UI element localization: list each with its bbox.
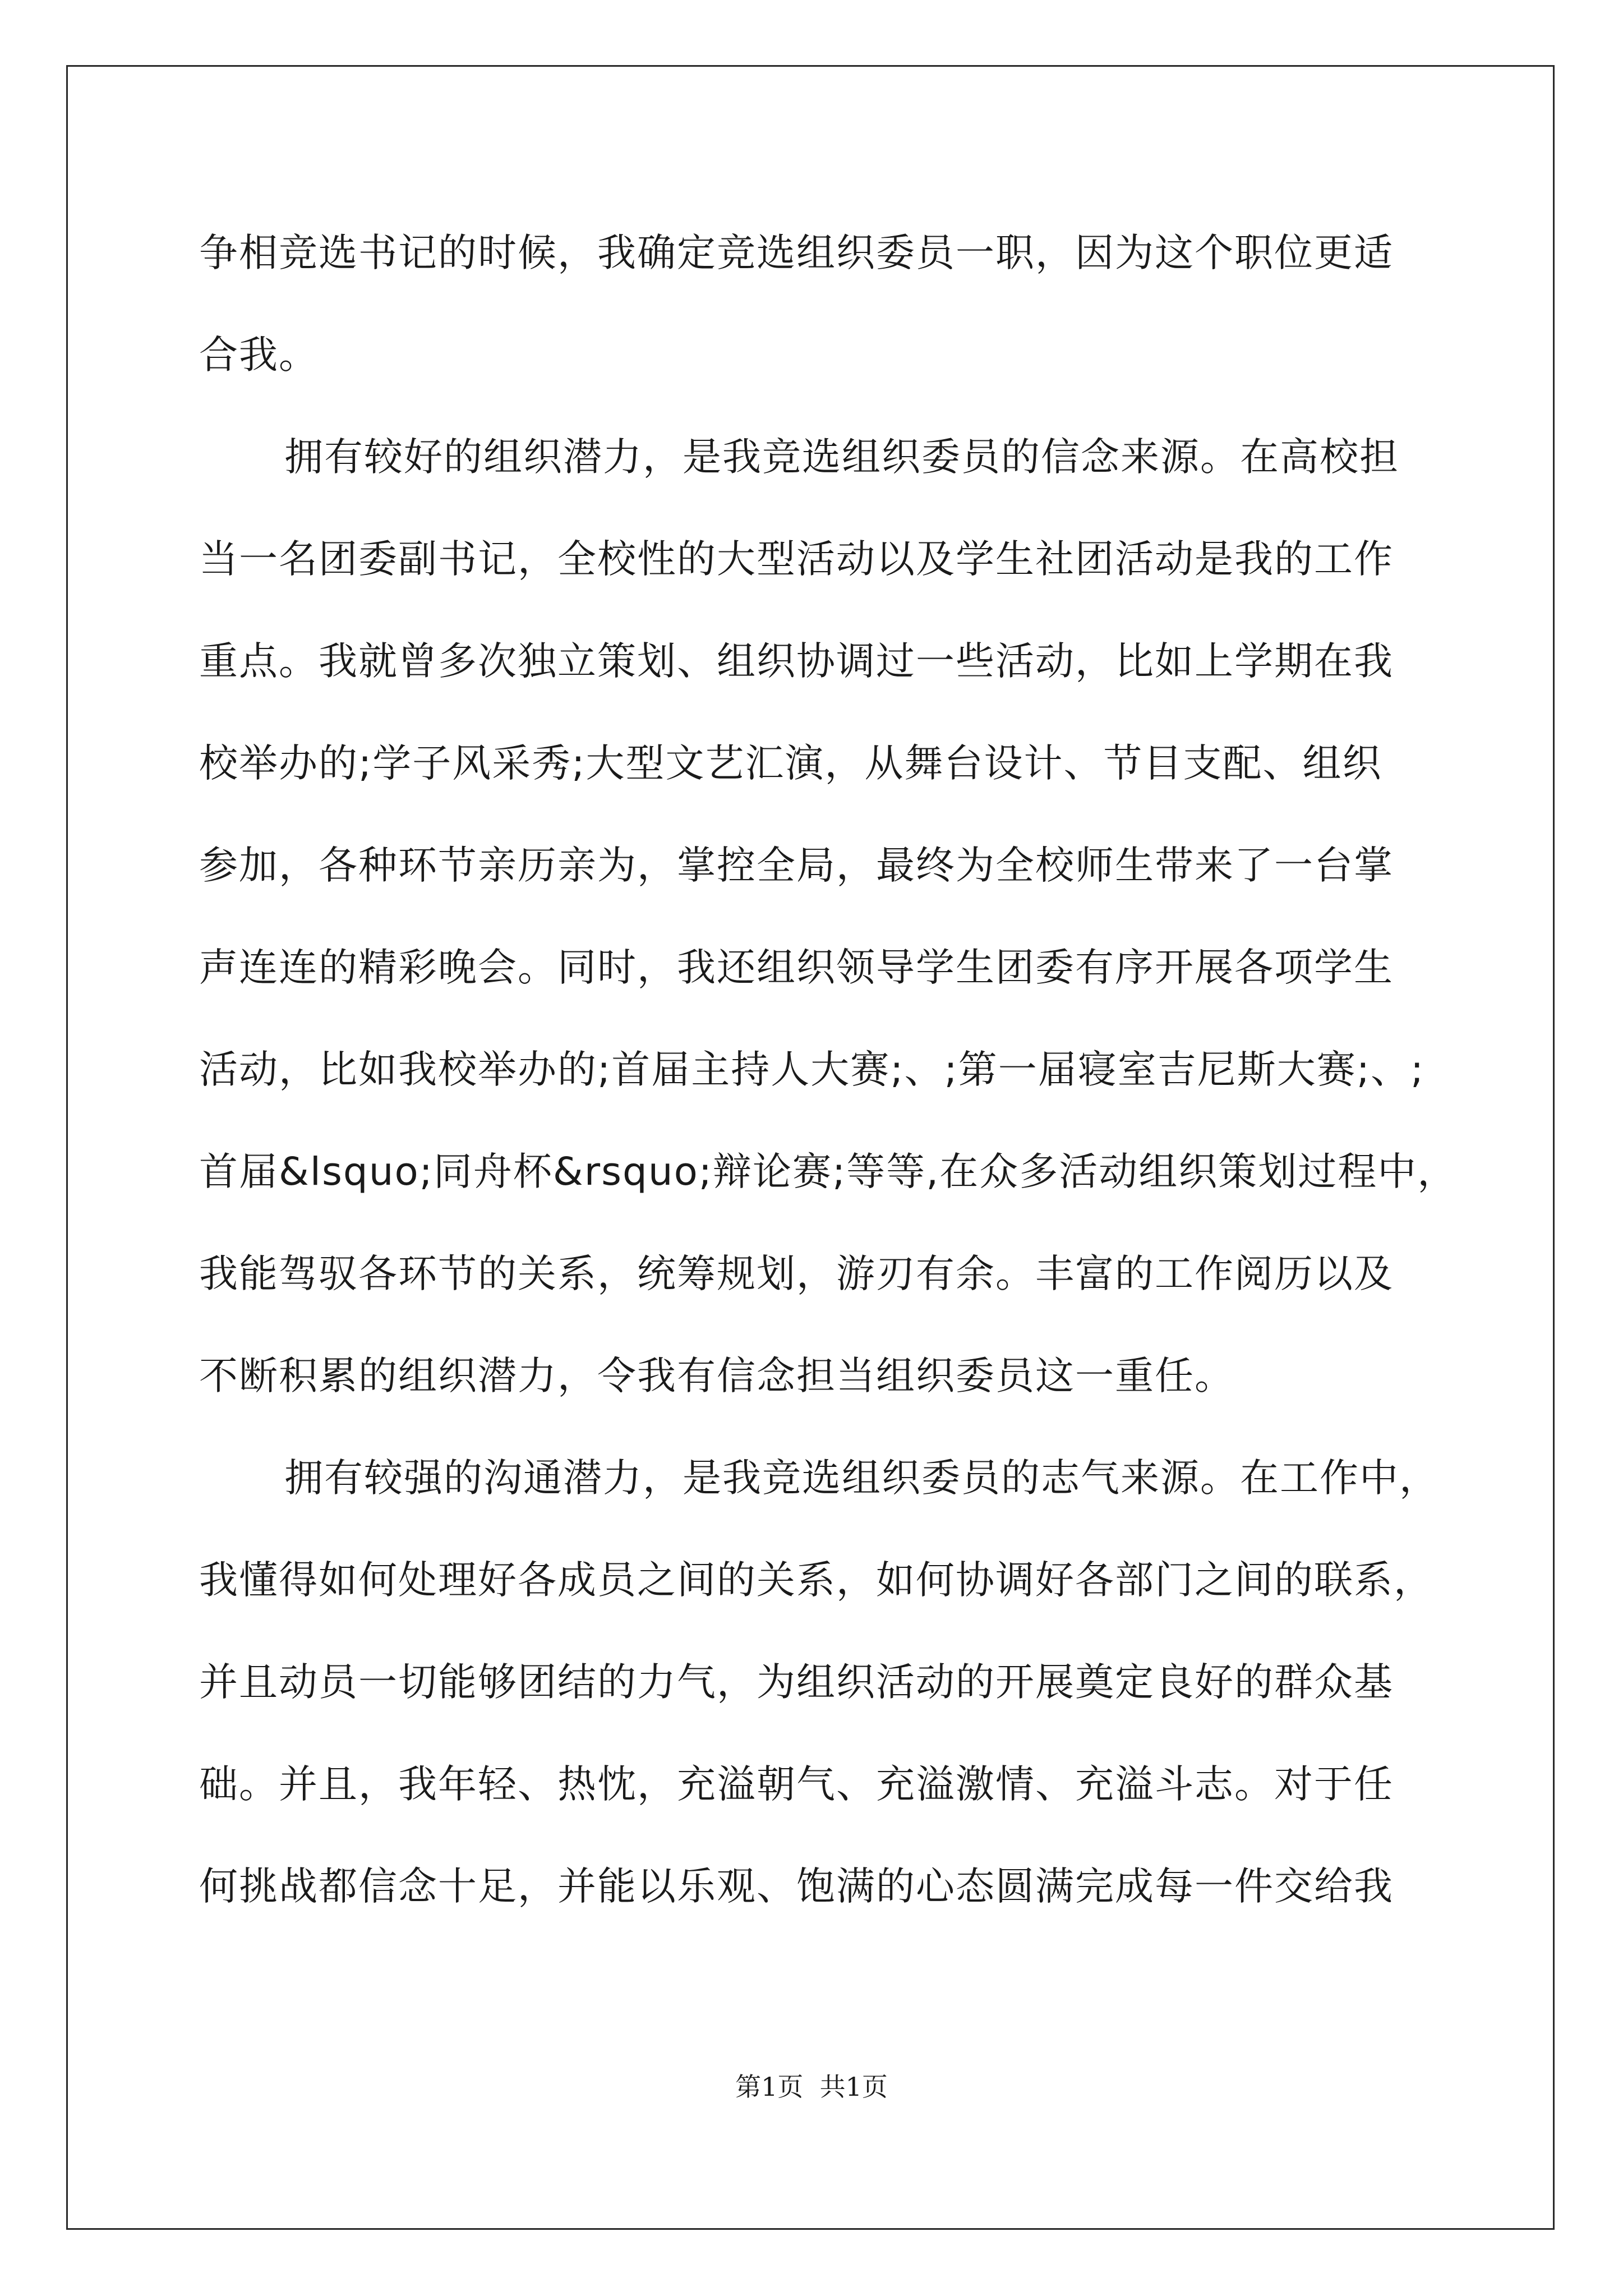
text-line: 我能驾驭各环节的关系，统筹规划，游刃有余。丰富的工作阅历以及 bbox=[199, 1251, 1394, 1296]
text-line: 争相竞选书记的时候，我确定竞选组织委员一职，因为这个职位更适 bbox=[199, 231, 1394, 275]
text-line: 合我。 bbox=[199, 333, 319, 378]
paragraph-start-line: 拥有较强的沟通潜力，是我竞选组织委员的志气来源。在工作中， bbox=[284, 1456, 1439, 1501]
text-line: 活动，比如我校举办的;首届主持人大赛;、;第一届寝室吉尼斯大赛;、; bbox=[199, 1047, 1425, 1092]
text-line: 何挑战都信念十足，并能以乐观、饱满的心态圆满完成每一件交给我 bbox=[199, 1864, 1394, 1909]
document-body bbox=[199, 202, 1458, 1938]
text-line: 并且动员一切能够团结的力气，为组织活动的开展奠定良好的群众基 bbox=[199, 1660, 1394, 1705]
text-line: 校举办的;学子风采秀;大型文艺汇演，从舞台设计、节目支配、组织 bbox=[199, 741, 1382, 786]
text-line: 不断积累的组织潜力，令我有信念担当组织委员这一重任。 bbox=[199, 1354, 1234, 1398]
text-line: 我懂得如何处理好各成员之间的关系，如何协调好各部门之间的联系， bbox=[199, 1558, 1433, 1603]
text-line: 参加，各种环节亲历亲为，掌控全局，最终为全校师生带来了一台掌 bbox=[199, 843, 1394, 888]
text-line: 首届&lsquo;同舟杯&rsquo;辩论赛;等等,在众多活动组织策划过程中， bbox=[199, 1149, 1458, 1194]
text-line: 础。并且，我年轻、热忱，充溢朝气、充溢激情、充溢斗志。对于任 bbox=[199, 1762, 1394, 1807]
text-line: 重点。我就曾多次独立策划、组织协调过一些活动，比如上学期在我 bbox=[199, 639, 1394, 684]
page-number-footer: 第1页 共1页 bbox=[735, 2072, 888, 2102]
paragraph-start-line: 拥有较好的组织潜力，是我竞选组织委员的信念来源。在高校担 bbox=[284, 435, 1399, 480]
text-line: 当一名团委副书记，全校性的大型活动以及学生社团活动是我的工作 bbox=[199, 537, 1394, 582]
text-line: 声连连的精彩晚会。同时，我还组织领导学生团委有序开展各项学生 bbox=[199, 945, 1394, 990]
